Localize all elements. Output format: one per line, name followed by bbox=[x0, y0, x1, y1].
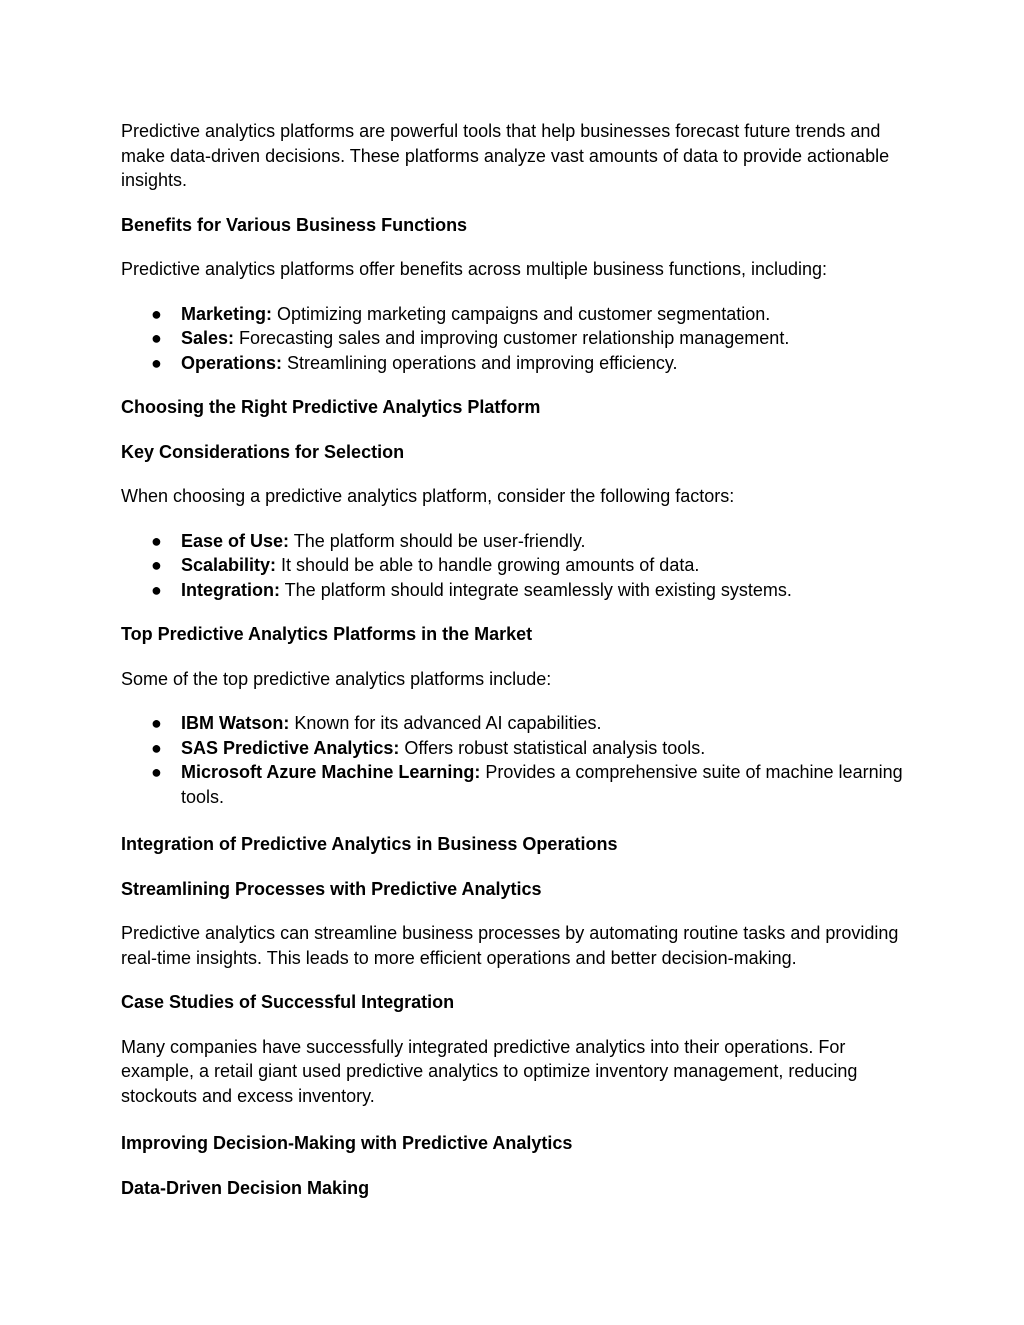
list-item-term: Integration: bbox=[181, 579, 280, 600]
list-item bbox=[121, 326, 911, 351]
section-heading-choosing: Choosing the Right Predictive Analytics Platform bbox=[121, 397, 541, 417]
list-item-description: Streamlining operations and improving efficiency. bbox=[282, 352, 678, 373]
list-item-term: Sales: bbox=[181, 328, 235, 348]
list-item-description: Forecasting sales and improving customer relationship management. bbox=[234, 328, 790, 348]
section-heading-key-considerations: Key Considerations for Selection bbox=[121, 441, 405, 462]
top-platforms-paragraph: Some of the top predictive analytics platforms include: bbox=[121, 668, 552, 689]
list-item-description: Offers robust statistical analysis tools. bbox=[399, 737, 706, 758]
considerations-list bbox=[121, 529, 911, 603]
list-item bbox=[121, 302, 911, 327]
list-item bbox=[121, 553, 911, 578]
list-item-description: Known for its advanced AI capabilities. bbox=[289, 713, 602, 733]
bullet-icon: ● bbox=[151, 579, 162, 600]
list-item-term: SAS Predictive Analytics: bbox=[181, 737, 400, 758]
streamlining-paragraph: Predictive analytics can streamline business processes by automating routine tasks and providing real-time insights. This leads to more efficient operations and better decision-making. bbox=[121, 923, 899, 968]
section-heading-case-studies: Case Studies of Successful Integration bbox=[121, 992, 455, 1012]
list-item-term: Operations: bbox=[181, 352, 283, 373]
section-heading-benefits: Benefits for Various Business Functions bbox=[121, 214, 468, 235]
bullet-icon: ● bbox=[151, 737, 162, 758]
list-item-description: Optimizing marketing campaigns and customer segmentation. bbox=[272, 303, 771, 324]
bullet-icon: ● bbox=[151, 713, 162, 733]
bullet-icon: ● bbox=[151, 328, 162, 348]
document-page bbox=[121, 119, 911, 1200]
list-item-description: It should be able to handle growing amounts of data. bbox=[276, 555, 700, 575]
bullet-icon: ● bbox=[151, 762, 162, 782]
list-item bbox=[121, 760, 911, 809]
case-studies-paragraph: Many companies have successfully integrated predictive analytics into their operations. For example, a retail giant used predictive analytics to optimize inventory management, reducing stockouts and excess inventory. bbox=[121, 1036, 858, 1106]
benefits-paragraph: Predictive analytics platforms offer benefits across multiple business functions, including: bbox=[121, 259, 828, 279]
list-item bbox=[121, 736, 911, 761]
list-item-term: Microsoft Azure Machine Learning: bbox=[181, 762, 481, 782]
list-item-description: Provides a comprehensive suite of machine learning tools. bbox=[181, 762, 903, 807]
list-item bbox=[121, 351, 911, 376]
section-heading-data-driven: Data-Driven Decision Making bbox=[121, 1177, 370, 1198]
list-item-term: Ease of Use: bbox=[181, 530, 290, 551]
considerations-paragraph: When choosing a predictive analytics platform, consider the following factors: bbox=[121, 486, 735, 506]
list-item-description: The platform should integrate seamlessly with existing systems. bbox=[280, 579, 792, 600]
top-platforms-list bbox=[121, 711, 911, 809]
section-heading-improving-decisions: Improving Decision-Making with Predictive Analytics bbox=[121, 1133, 573, 1153]
list-item bbox=[121, 578, 911, 603]
bullet-icon: ● bbox=[151, 352, 162, 373]
list-item-term: Scalability: bbox=[181, 555, 277, 575]
section-heading-top-platforms: Top Predictive Analytics Platforms in the Market bbox=[121, 624, 533, 644]
list-item-term: IBM Watson: bbox=[181, 713, 290, 733]
bullet-icon: ● bbox=[151, 530, 162, 551]
list-item bbox=[121, 711, 911, 736]
list-item-description: The platform should be user-friendly. bbox=[289, 530, 586, 551]
bullet-icon: ● bbox=[151, 555, 162, 575]
bullet-icon: ● bbox=[151, 303, 162, 324]
section-heading-integration: Integration of Predictive Analytics in Business Operations bbox=[121, 834, 618, 854]
section-heading-streamlining: Streamlining Processes with Predictive Analytics bbox=[121, 878, 542, 899]
benefits-list bbox=[121, 302, 911, 376]
intro-paragraph: Predictive analytics platforms are powerful tools that help businesses forecast future trends and make data-driven decisions. These platforms analyze vast amounts of data to provide actionable insights. bbox=[121, 121, 890, 190]
list-item-term: Marketing: bbox=[181, 303, 273, 324]
list-item bbox=[121, 529, 911, 554]
